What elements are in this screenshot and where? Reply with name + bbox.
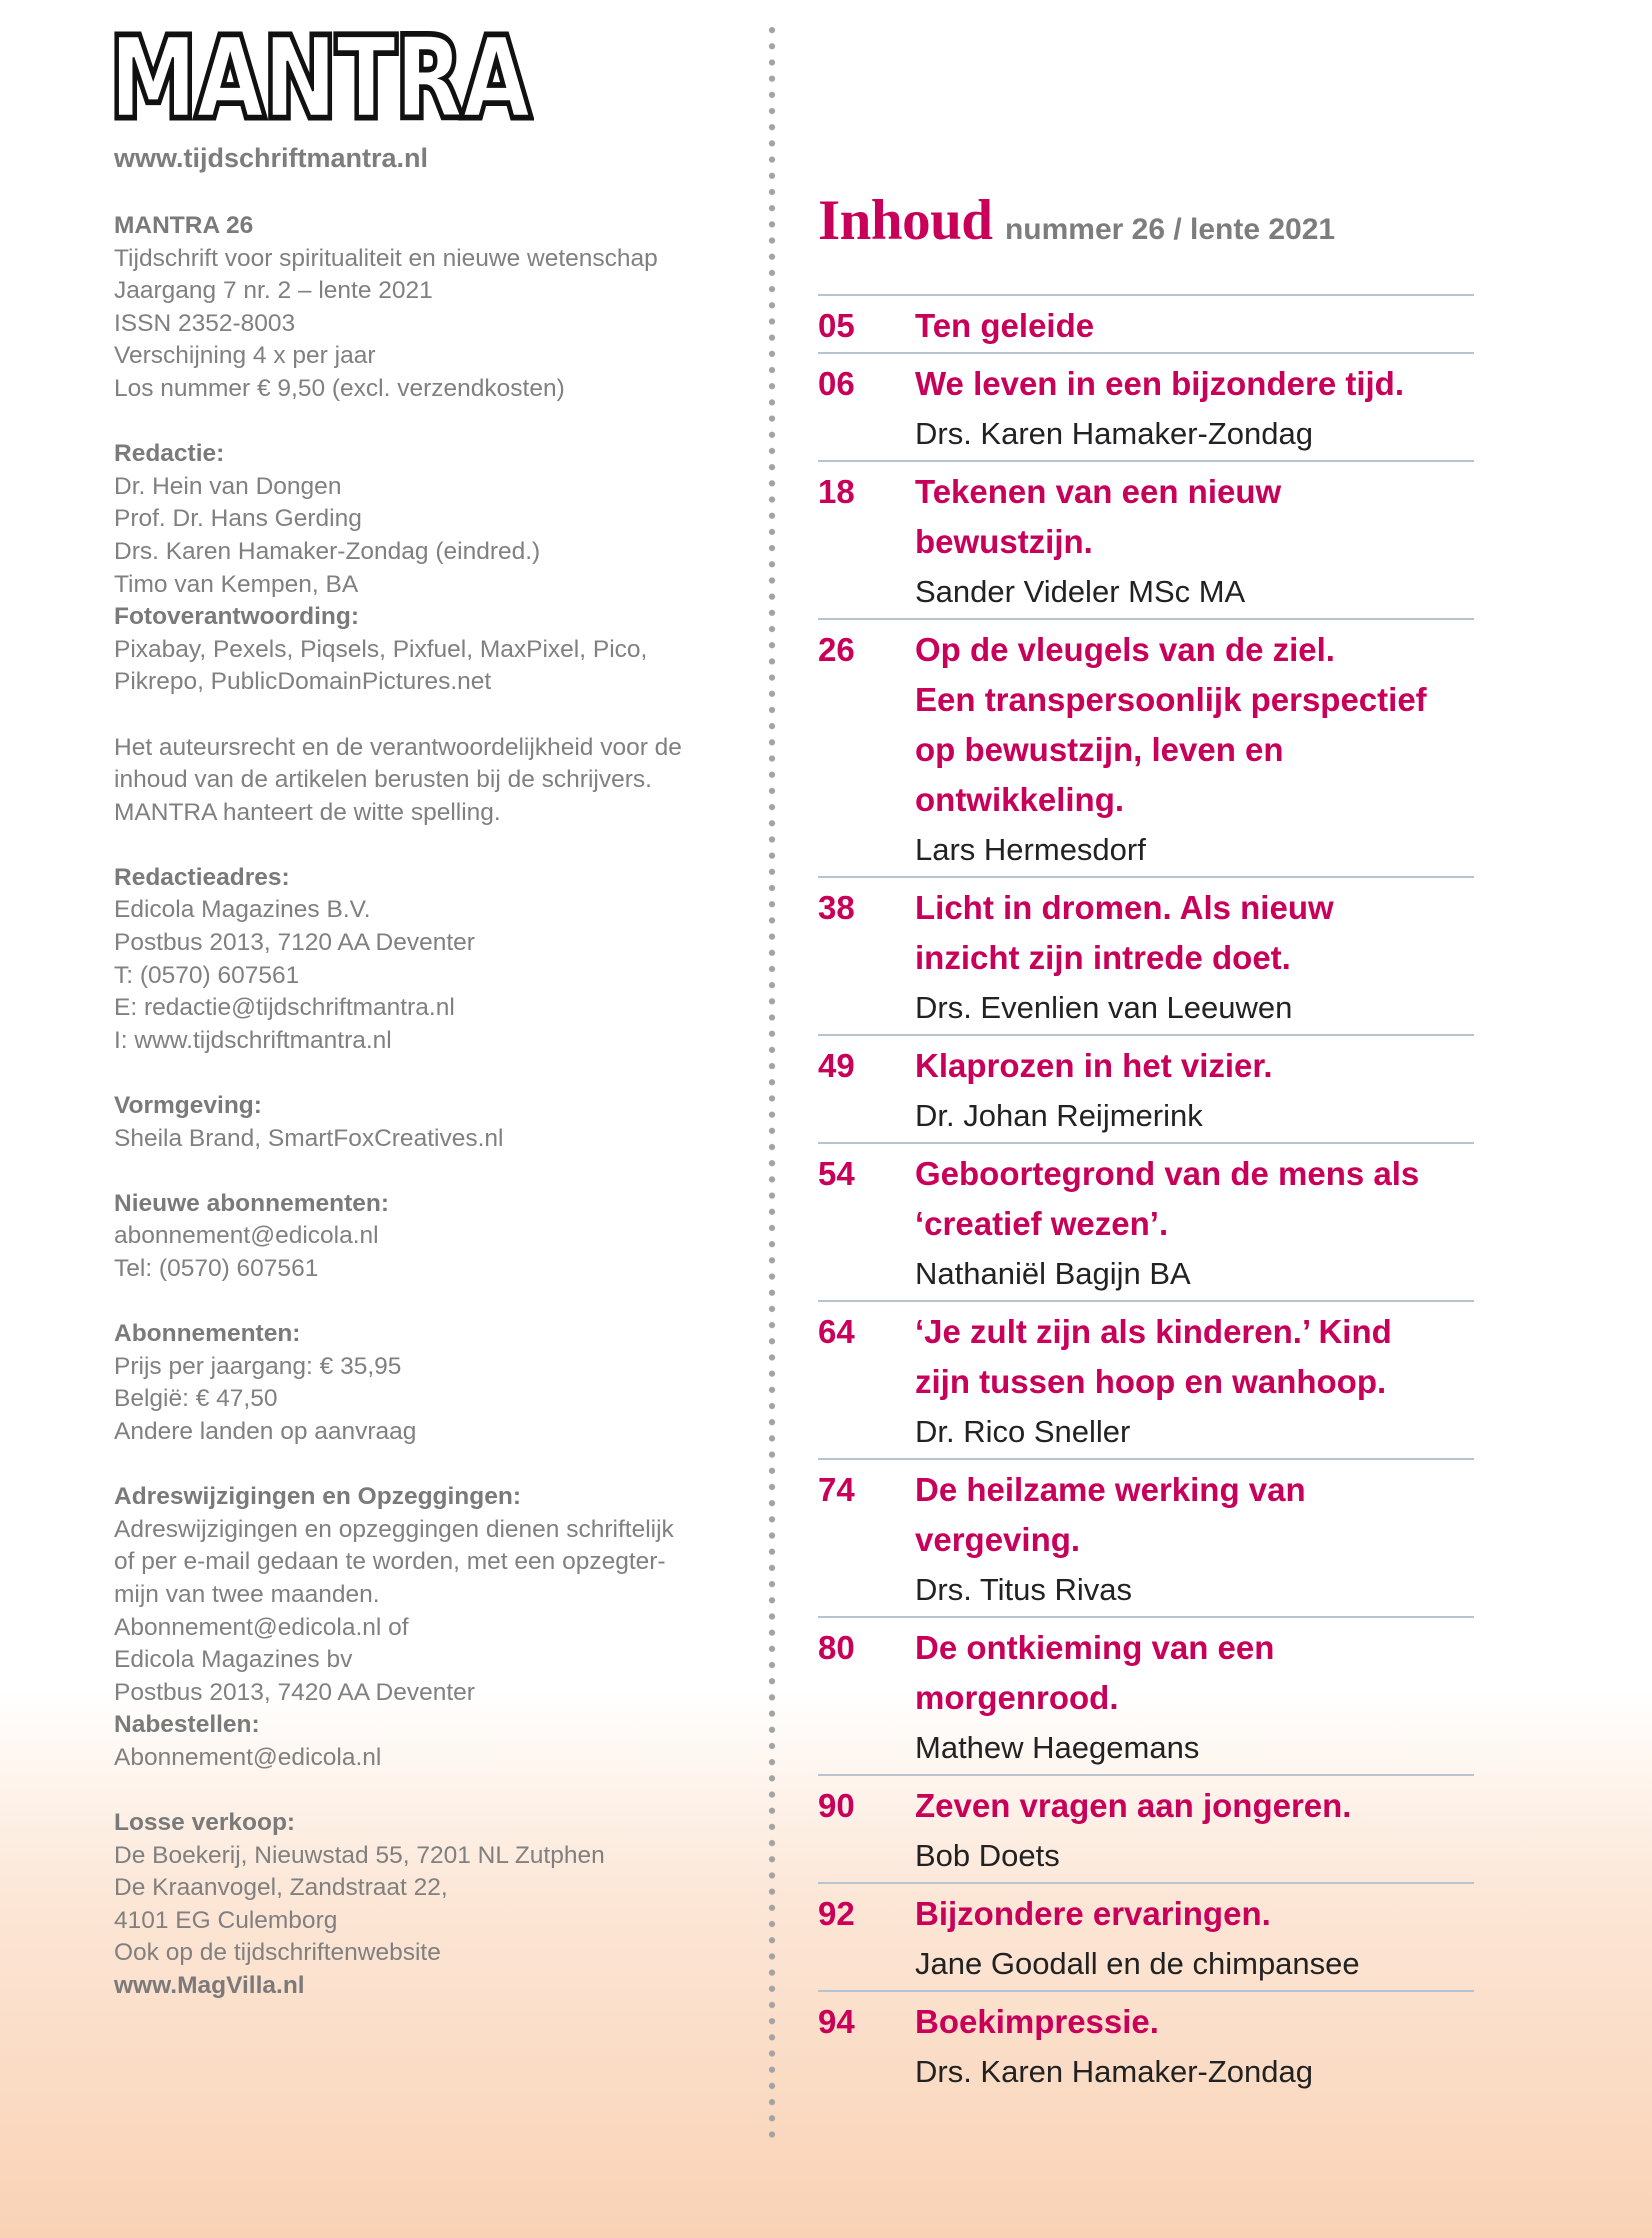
colophon-heading: Redactie: [114,440,225,468]
toc-entry[interactable] [818,618,1474,876]
toc-page-number: 18 [818,473,855,510]
toc-article-title-line: Boekimpressie. [915,2003,1159,2040]
toc-page-number: 26 [818,631,855,668]
toc-entry-body [915,1997,1474,2097]
colophon-line: 4101 EG Culemborg [114,1906,338,1934]
colophon-line[interactable]: Abonnement@edicola.nl [114,1743,382,1771]
colophon-spacer [114,1057,734,1090]
toc-page-number: 38 [818,889,855,926]
toc-entry[interactable] [818,294,1474,352]
colophon-spacer [114,1286,734,1319]
masthead-website[interactable]: www.tijdschriftmantra.nl [114,143,429,173]
toc-article-title [915,1623,1474,1723]
toc-article-title [915,1041,1474,1091]
toc-entry[interactable] [818,1458,1474,1616]
colophon-line: Postbus 2013, 7420 AA Deventer [114,1678,475,1706]
colophon-line: Tel: (0570) 607561 [114,1255,319,1282]
toc-author: Mathew Haegemans [915,1730,1200,1765]
toc-article-title-line: Licht in dromen. Als nieuw [915,889,1334,926]
toc-article-title-line: De heilzame werking van [915,1471,1306,1508]
table-of-contents [818,294,1474,2098]
colophon-spacer [114,1775,734,1808]
mantra-logo [108,20,534,128]
toc-entry-body [915,1623,1474,1773]
toc-article-title-line: Zeven vragen aan jongeren. [915,1787,1352,1824]
colophon-line: Adreswijzigingen en opzeggingen dienen schriftelijk [114,1515,674,1543]
colophon-spacer [114,1449,734,1482]
toc-author: Dr. Rico Sneller [915,1414,1131,1449]
toc-article-title-line: op bewustzijn, leven en [915,731,1284,768]
toc-entry-body [915,359,1474,459]
colophon-heading: Adreswijzigingen en Opzeggingen: [114,1483,521,1511]
toc-entry[interactable] [818,1990,1474,2098]
toc-article-title-line: De ontkieming van een [915,1629,1275,1666]
toc-page-number: 74 [818,1471,855,1508]
colophon-line[interactable]: abonnement@edicola.nl [114,1222,379,1250]
toc-article-title [915,1889,1474,1939]
colophon-heading: Fotoverantwoording: [114,603,359,631]
toc-article-title-line: ontwikkeling. [915,781,1125,818]
toc-page-number: 06 [818,365,855,402]
toc-entry-body [915,467,1474,617]
toc-author: Dr. Johan Reijmerink [915,1098,1203,1133]
colophon-heading: Abonnementen: [114,1320,301,1348]
colophon-line: of per e-mail gedaan te worden, met een opzegter- [114,1548,666,1576]
colophon-line[interactable]: Abonnement@edicola.nl of [114,1613,409,1641]
toc-article-title [915,1997,1474,2047]
toc-title: Inhoud [818,189,993,252]
colophon-line: inhoud van de artikelen berusten bij de schrijvers. [114,766,652,794]
toc-article-title-line: inzicht zijn intrede doet. [915,939,1291,976]
toc-entry[interactable] [818,876,1474,1034]
toc-article-title-line: Geboortegrond van de mens als [915,1155,1420,1192]
toc-article-title-line: Tekenen van een nieuw [915,473,1282,510]
toc-article-title-line: Op de vleugels van de ziel. [915,631,1335,668]
toc-entry-body [915,1307,1474,1457]
colophon-line: Postbus 2013, 7120 AA Deventer [114,929,475,957]
colophon-line[interactable]: E: redactie@tijdschriftmantra.nl [114,994,455,1022]
toc-article-title-line: morgenrood. [915,1679,1119,1716]
toc-page-number: 64 [818,1313,855,1350]
colophon-line: Prof. Dr. Hans Gerding [114,505,362,533]
toc-article-title-line: bewustzijn. [915,523,1093,560]
toc-article-title-line: Bijzondere ervaringen. [915,1895,1271,1932]
toc-article-title-line: vergeving. [915,1521,1081,1558]
colophon-line: mijn van twee maanden. [114,1580,380,1608]
toc-author: Nathaniël Bagijn BA [915,1256,1191,1291]
toc-page-number: 90 [818,1787,855,1824]
toc-page-number: 49 [818,1047,855,1084]
colophon-line: Ook op de tijdschriftenwebsite [114,1939,441,1967]
toc-article-title-line: Ten geleide [915,307,1095,344]
colophon-line: De Boekerij, Nieuwstad 55, 7201 NL Zutphen [114,1841,605,1869]
colophon [114,210,734,2003]
colophon-line: Tijdschrift voor spiritualiteit en nieuwe wetenschap [114,244,658,272]
colophon-line[interactable]: I: www.tijdschriftmantra.nl [114,1026,392,1054]
toc-author: Drs. Karen Hamaker-Zondag [915,2054,1313,2089]
colophon-line: MANTRA hanteert de witte spelling. [114,798,501,826]
colophon-line[interactable]: Sheila Brand, SmartFoxCreatives.nl [114,1124,504,1152]
colophon-heading: Redactieadres: [114,863,290,891]
colophon-heading: Vormgeving: [114,1092,262,1120]
toc-entry[interactable] [818,352,1474,460]
toc-article-title-line: We leven in een bijzondere tijd. [915,365,1404,402]
dotted-divider [768,22,776,2140]
toc-entry-body [915,1149,1474,1299]
toc-entry-body [915,301,1474,351]
toc-entry[interactable] [818,1774,1474,1882]
toc-page-number: 92 [818,1895,855,1932]
colophon-line: Pixabay, Pexels, Piqsels, Pixfuel, MaxPixel, Pico, [114,635,648,663]
colophon-spacer [114,1155,734,1188]
toc-article-title-line: Klaprozen in het vizier. [915,1047,1273,1084]
colophon-line: T: (0570) 607561 [114,961,300,989]
colophon-line: Pikrepo, PublicDomainPictures.net [114,668,492,696]
toc-entry[interactable] [818,1034,1474,1142]
svg-text:MANTRA: MANTRA [110,20,530,128]
colophon-line: Jaargang 7 nr. 2 – lente 2021 [114,277,433,305]
mantra-logo-graphic [108,20,534,128]
toc-entry-body [915,1465,1474,1615]
colophon-line: Andere landen op aanvraag [114,1417,417,1445]
colophon-spacer [114,406,734,439]
toc-article-title [915,1781,1474,1831]
toc-entry[interactable] [818,1616,1474,1774]
toc-entry-body [915,1889,1474,1989]
toc-entry-body [915,625,1474,875]
toc-article-title [915,467,1474,567]
toc-article-title [915,883,1474,983]
toc-entry[interactable] [818,1142,1474,1300]
toc-article-title [915,1307,1474,1407]
toc-author: Sander Videler MSc MA [915,574,1246,609]
toc-page-number: 54 [818,1155,855,1192]
toc-issue-label: nummer 26 / lente 2021 [1004,213,1336,246]
colophon-line: Dr. Hein van Dongen [114,472,342,500]
colophon-line: Het auteursrecht en de verantwoordelijkheid voor de [114,733,682,761]
toc-entry-body [915,1781,1474,1881]
toc-author: Drs. Evenlien van Leeuwen [915,990,1293,1025]
toc-article-title [915,359,1474,409]
colophon-line: Prijs per jaargang: € 35,95 [114,1352,402,1380]
toc-entry[interactable] [818,1300,1474,1458]
svg-text:MANTRA: MANTRA [110,20,530,128]
toc-page-number: 94 [818,2003,855,2040]
colophon-heading: Nabestellen: [114,1711,260,1739]
colophon-line: Drs. Karen Hamaker-Zondag (eindred.) [114,537,541,565]
toc-article-title-line: ‘creatief wezen’. [915,1205,1169,1242]
toc-article-title [915,301,1474,351]
colophon-heading: Losse verkoop: [114,1809,296,1837]
toc-page-number: 05 [818,307,855,344]
colophon-heading[interactable]: www.MagVilla.nl [114,1972,305,2000]
toc-article-title [915,625,1474,825]
toc-article-title-line: Een transpersoonlijk perspectief [915,681,1427,718]
colophon-line: De Kraanvogel, Zandstraat 22, [114,1874,448,1902]
toc-article-title-line: zijn tussen hoop en wanhoop. [915,1363,1387,1400]
toc-entry[interactable] [818,1882,1474,1990]
toc-author: Lars Hermesdorf [915,832,1146,867]
toc-author: Drs. Titus Rivas [915,1572,1133,1607]
colophon-line: Edicola Magazines B.V. [114,896,371,924]
toc-entry[interactable] [818,460,1474,618]
toc-article-title [915,1465,1474,1565]
colophon-spacer [114,699,734,732]
toc-article-title-line: ‘Je zult zijn als kinderen.’ Kind [915,1313,1392,1350]
toc-header [818,188,1335,253]
toc-entry-body [915,883,1474,1033]
colophon-line: ISSN 2352-8003 [114,309,296,337]
toc-page-number: 80 [818,1629,855,1666]
colophon-line: Edicola Magazines bv [114,1646,353,1674]
colophon-heading: MANTRA 26 [114,212,254,239]
toc-entry-body [915,1041,1474,1141]
toc-article-title [915,1149,1474,1249]
toc-author: Bob Doets [915,1838,1060,1873]
toc-author: Jane Goodall en de chimpansee [915,1946,1360,1981]
toc-author: Drs. Karen Hamaker-Zondag [915,416,1313,451]
colophon-line: Los nummer € 9,50 (excl. verzendkosten) [114,374,565,402]
colophon-line: België: € 47,50 [114,1385,278,1413]
colophon-spacer [114,829,734,862]
colophon-heading: Nieuwe abonnementen: [114,1189,389,1217]
colophon-line: Verschijning 4 x per jaar [114,342,376,370]
colophon-line: Timo van Kempen, BA [114,570,359,598]
